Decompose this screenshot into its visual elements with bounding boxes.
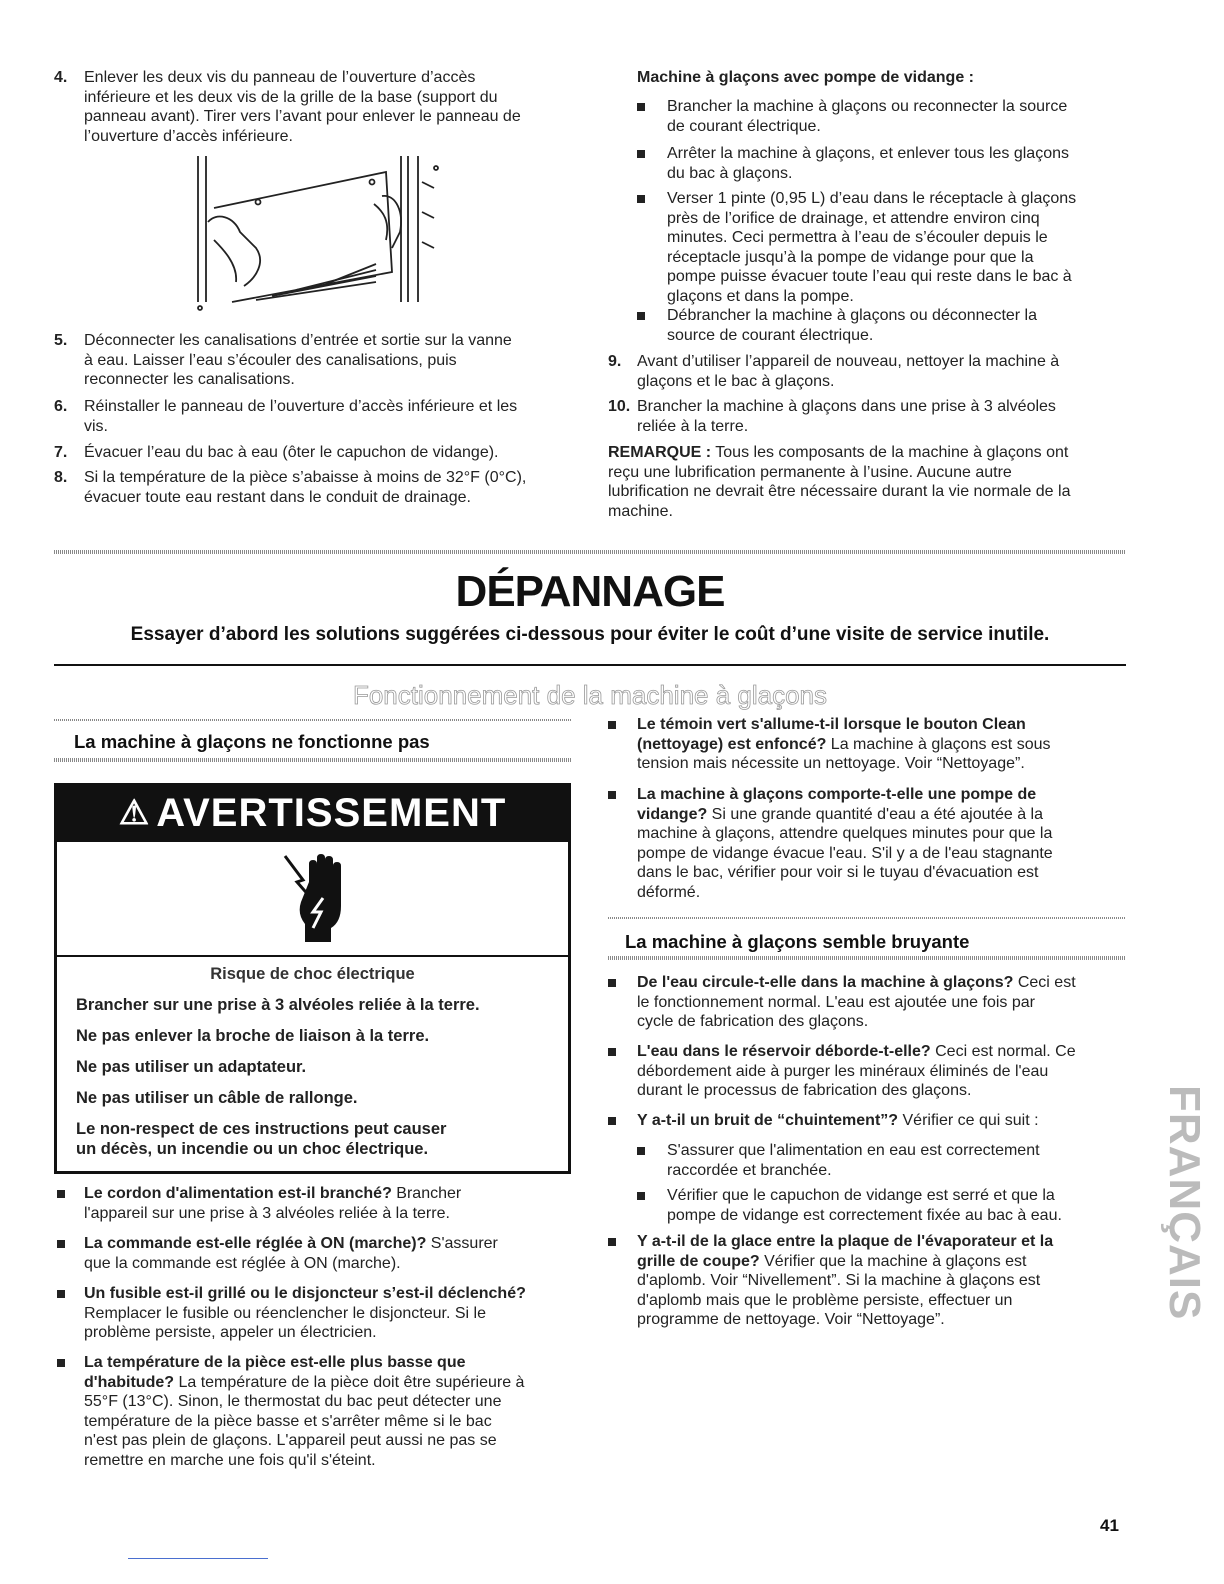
check-item: Le témoin vert s'allume-t-il lorsque le bouton Clean (nettoyage) est enfoncé? La machine à glaçons est sous tension mais nécessite un nettoyage. Voir “Nettoyage”. xyxy=(637,716,1051,772)
pump-heading: Machine à glaçons avec pompe de vidange : xyxy=(637,69,974,86)
electric-shock-hand-icon xyxy=(283,852,349,944)
dotted-rule xyxy=(608,956,1126,960)
step-number: 6. xyxy=(54,398,68,415)
bullet-icon xyxy=(637,150,645,158)
check-item: La machine à glaçons comporte-t-elle une pompe de vidange? Si une grande quantité d'eau a été ajoutée à la machine à glaçons, attendre quelques minutes pour que la pompe de vidange évacue l'eau. S'il y a de l'eau stagnante dans le bac, vérifier pour voir si le tuyau d'évacuation est déformé. xyxy=(637,786,1053,901)
page-number: 41 xyxy=(1100,1516,1119,1535)
subheading-noisy: La machine à glaçons semble bruyante xyxy=(625,931,970,952)
step-number: 7. xyxy=(54,444,68,461)
warning-line: Ne pas enlever la broche de liaison à la terre. xyxy=(76,1027,430,1045)
warning-line: Brancher sur une prise à 3 alvéoles reliée à la terre. xyxy=(76,996,480,1014)
check-item: Le cordon d'alimentation est-il branché? Brancher l'appareil sur une prise à 3 alvéoles reliée à la terre. xyxy=(84,1185,462,1222)
pump-bullet: Débrancher la machine à glaçons ou déconnecter la source de courant électrique. xyxy=(667,307,1038,344)
warning-line: un décès, un incendie ou un choc électrique. xyxy=(76,1140,429,1158)
sub-check-item: S'assurer que l'alimentation en eau est correctement raccordée et branchée. xyxy=(667,1142,1040,1179)
warning-header: ⚠ AVERTISSEMENT xyxy=(57,786,568,842)
sub-check-item: Vérifier que le capuchon de vidange est serré et que la pompe de vidange est correctement fixée au bac à eau. xyxy=(667,1187,1062,1224)
section-title: Fonctionnement de la machine à glaçons xyxy=(352,680,828,710)
check-item: Un fusible est-il grillé ou le disjoncteur s’est-il déclenché? Remplacer le fusible ou réenclencher le disjoncteur. Si le problème persiste, appeler un électricien. xyxy=(84,1285,526,1341)
warning-triangle-icon: ⚠ xyxy=(118,794,151,833)
check-item: Y a-t-il un bruit de “chuintement”? Vérifier ce qui suit : xyxy=(637,1112,1039,1129)
step-9-text: Avant d’utiliser l’appareil de nouveau, nettoyer la machine à glaçons et le bac à glaçons. xyxy=(637,353,1060,390)
step-4-text: Enlever les deux vis du panneau de l’ouverture d’accès inférieure et les deux vis de la grille de la base (support du panneau avant). Tirer vers l’avant pour enlever le panneau de l’ouverture d’accès inférieure. xyxy=(84,69,521,145)
step-7-text: Évacuer l’eau du bac à eau (ôter le capuchon de vidange). xyxy=(84,444,499,461)
step-number: 8. xyxy=(54,469,68,486)
pump-bullet: Arrêter la machine à glaçons, et enlever tous les glaçons du bac à glaçons. xyxy=(667,145,1069,182)
step-8-text: Si la température de la pièce s’abaisse à moins de 32°F (0°C), évacuer toute eau restant dans le conduit de drainage. xyxy=(84,469,527,506)
step-number: 5. xyxy=(54,332,68,349)
language-side-tab: FRANÇAIS xyxy=(1160,1085,1209,1321)
step-number: 9. xyxy=(608,353,622,370)
check-item: De l'eau circule-t-elle dans la machine à glaçons? Ceci est le fonctionnement normal. L'eau est ajoutée une fois par cycle de fabrication des glaçons. xyxy=(637,974,1076,1030)
warning-line: Ne pas utiliser un câble de rallonge. xyxy=(76,1089,358,1107)
page-title: DÉPANNAGE xyxy=(455,567,725,616)
bullet-icon xyxy=(608,1238,616,1246)
step-10-text: Brancher la machine à glaçons dans une prise à 3 alvéoles reliée à la terre. xyxy=(637,398,1056,435)
subheading-not-working: La machine à glaçons ne fonctionne pas xyxy=(74,731,430,752)
check-item: Y a-t-il de la glace entre la plaque de l'évaporateur et la grille de coupe? Vérifier que la machine à glaçons est d'aplomb. Voir “Nivellement”. Si la machine à glaçons est d'aplomb mais que le problème persiste, effectuer un programme de nettoyage. Voir “Nettoyage”. xyxy=(637,1233,1054,1328)
bullet-icon xyxy=(608,1117,616,1125)
step-6-text: Réinstaller le panneau de l’ouverture d’accès inférieure et les vis. xyxy=(84,398,518,435)
warning-line: Le non-respect de ces instructions peut causer xyxy=(76,1120,447,1138)
access-panel-illustration xyxy=(186,152,446,312)
step-5-text: Déconnecter les canalisations d’entrée et sortie sur la vanne à eau. Laisser l’eau s’écouler des canalisations, puis reconnecter les canalisations. xyxy=(84,332,512,388)
check-item: La température de la pièce est-elle plus basse que d'habitude? La température de la pièce doit être supérieure à 55°F (13°C). Sinon, le thermostat du bac peut détecter une température de la pièce basse et s'arrêter même si le bac n'est pas plein de glaçons. L'appareil peut aussi ne pas se remettre en marche une fois qu'il s'éteint. xyxy=(84,1354,525,1469)
bullet-icon xyxy=(57,1240,65,1248)
step-number: 4. xyxy=(54,69,68,86)
dotted-rule xyxy=(54,719,571,721)
bullet-icon xyxy=(608,979,616,987)
bullet-icon xyxy=(608,791,616,799)
pump-bullet: Verser 1 pinte (0,95 L) d’eau dans le réceptacle à glaçons près de l’orifice de drainage, et attendre environ cinq minutes. Ceci permettra à l’eau de s’écouler depuis le réceptacle jusqu’à la pompe de vidange pour que la pompe puisse évacuer toute l’eau qui reste dans le bac à glaçons et dans la pompe. xyxy=(667,190,1077,305)
pump-bullet: Brancher la machine à glaçons ou reconnecter la source de courant électrique. xyxy=(667,98,1068,135)
check-item: L'eau dans le réservoir déborde-t-elle? Ceci est normal. Ce débordement aide à purger les minéraux éliminés de l'eau durant le processus de fabrication des glaçons. xyxy=(637,1043,1076,1099)
dotted-rule xyxy=(608,917,1126,919)
check-item: La commande est-elle réglée à ON (marche)? S'assurer que la commande est réglée à ON (marche). xyxy=(84,1235,498,1272)
bullet-icon xyxy=(637,103,645,111)
bullet-icon xyxy=(637,1192,645,1200)
footer-rule xyxy=(128,1558,268,1559)
warning-risk: Risque de choc électrique xyxy=(210,965,415,983)
bullet-icon xyxy=(57,1190,65,1198)
step-number: 10. xyxy=(608,398,631,415)
note-paragraph: REMARQUE : Tous les composants de la machine à glaçons ont reçu une lubrification permanente à l’usine. Aucune autre lubrification ne devrait être nécessaire durant la vie normale de la machine. xyxy=(608,444,1071,520)
bullet-icon xyxy=(637,195,645,203)
bullet-icon xyxy=(608,721,616,729)
dotted-rule xyxy=(54,550,1126,554)
page-subtitle: Essayer d’abord les solutions suggérées ci-dessous pour éviter le coût d’une visite de service inutile. xyxy=(130,624,1050,645)
bullet-icon xyxy=(608,1048,616,1056)
warning-box xyxy=(54,783,571,1174)
bullet-icon xyxy=(57,1359,65,1367)
warning-divider xyxy=(57,955,568,957)
title-rule xyxy=(54,664,1126,666)
bullet-icon xyxy=(57,1290,65,1298)
dotted-rule xyxy=(54,758,571,762)
warning-line: Ne pas utiliser un adaptateur. xyxy=(76,1058,307,1076)
bullet-icon xyxy=(637,312,645,320)
bullet-icon xyxy=(637,1147,645,1155)
